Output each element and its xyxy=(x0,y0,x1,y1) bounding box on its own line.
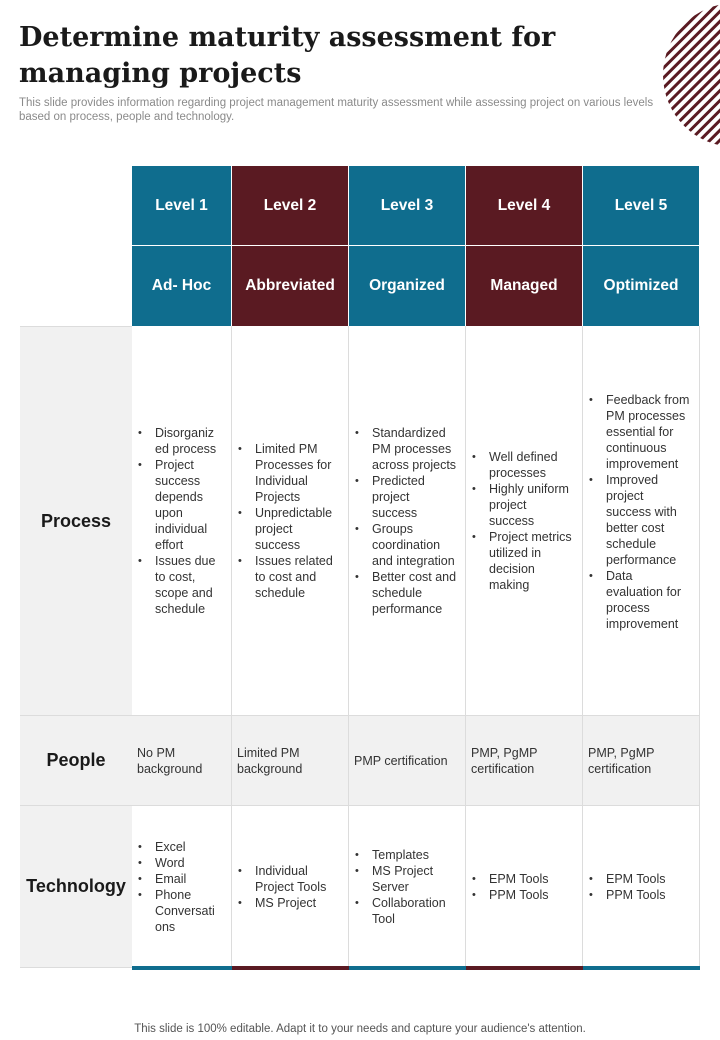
people-level-3-text: PMP certification xyxy=(354,753,448,768)
row-label-process: Process xyxy=(20,326,132,716)
level-2-name: Abbreviated xyxy=(232,246,349,326)
list-item: • Disorganiz ed process xyxy=(155,425,223,457)
people-level-2-text: Limited PM background xyxy=(237,745,303,776)
table-corner-blank xyxy=(20,166,132,246)
list-item: • PPM Tools xyxy=(489,887,549,903)
row-label-people: People xyxy=(20,716,132,806)
list-item: • Well defined processes xyxy=(489,449,574,481)
list-item: • Phone Conversati ons xyxy=(155,887,223,935)
list-item: • Templates xyxy=(372,847,457,863)
page-title: Determine maturity assessment for managing projects xyxy=(19,22,556,89)
people-level-3-cell xyxy=(349,716,466,806)
level-1-header: Level 1 xyxy=(132,166,232,246)
list-item: • Word xyxy=(155,855,223,871)
maturity-table xyxy=(20,166,700,970)
technology-level-2-cell xyxy=(232,806,349,968)
people-level-5-text: PMP, PgMP certification xyxy=(588,745,655,776)
bullet-list xyxy=(349,847,465,927)
list-item: • Project metrics utilized in decision making xyxy=(489,529,574,593)
list-item: • Issues related to cost and schedule xyxy=(255,553,340,601)
level-3-header: Level 3 xyxy=(349,166,466,246)
level-3-bottom-bar xyxy=(349,966,466,970)
bullet-list xyxy=(583,871,674,903)
level-3-name: Organized xyxy=(349,246,466,326)
level-5-bottom-bar xyxy=(583,966,700,970)
page-subtitle: This slide provides information regarding project management maturity assessment while assessing project on various levels based on process, people and technology. xyxy=(19,97,654,123)
process-level-5-cell xyxy=(583,326,700,716)
technology-level-5-cell xyxy=(583,806,700,968)
people-level-1-cell xyxy=(132,716,232,806)
list-item: • MS Project Server xyxy=(372,863,457,895)
people-level-4-text: PMP, PgMP certification xyxy=(471,745,538,776)
list-item: • Data evaluation for process improvement xyxy=(606,568,691,632)
people-level-2-cell xyxy=(232,716,349,806)
list-item: • MS Project xyxy=(255,895,340,911)
list-item: • Better cost and schedule performance xyxy=(372,569,457,617)
list-item: • Highly uniform project success xyxy=(489,481,574,529)
list-item: • Predicted project success xyxy=(372,473,457,521)
level-4-name: Managed xyxy=(466,246,583,326)
process-level-3-cell xyxy=(349,326,466,716)
people-level-4-cell xyxy=(466,716,583,806)
list-item: • EPM Tools xyxy=(606,871,666,887)
process-level-4-cell xyxy=(466,326,583,716)
bullet-list xyxy=(132,425,231,617)
bullet-list xyxy=(583,392,699,632)
bullet-list xyxy=(349,425,465,617)
process-level-2-cell xyxy=(232,326,349,716)
bullet-list xyxy=(232,863,348,911)
table-corner-blank xyxy=(20,246,132,326)
row-label-technology: Technology xyxy=(20,806,132,968)
list-item: • PPM Tools xyxy=(606,887,666,903)
bullet-list xyxy=(232,441,348,601)
level-2-bottom-bar xyxy=(232,966,349,970)
list-item: • Collaboration Tool xyxy=(372,895,457,927)
technology-level-1-cell xyxy=(132,806,232,968)
list-item: • Standardized PM processes across projects xyxy=(372,425,457,473)
list-item: • Excel xyxy=(155,839,223,855)
technology-level-3-cell xyxy=(349,806,466,968)
bullet-list xyxy=(466,449,582,593)
list-item: • Issues due to cost, scope and schedule xyxy=(155,553,223,617)
level-1-bottom-bar xyxy=(132,966,232,970)
footer-note: This slide is 100% editable. Adapt it to your needs and capture your audience's attention. xyxy=(134,1023,586,1035)
list-item: • Limited PM Processes for Individual Projects xyxy=(255,441,340,505)
people-level-1-text: No PM background xyxy=(137,745,203,776)
list-item: • Individual Project Tools xyxy=(255,863,340,895)
technology-level-4-cell xyxy=(466,806,583,968)
level-5-header: Level 5 xyxy=(583,166,700,246)
level-1-name: Ad- Hoc xyxy=(132,246,232,326)
level-5-name: Optimized xyxy=(583,246,700,326)
list-item: • Feedback from PM processes essential for continuous improvement xyxy=(606,392,691,472)
list-item: • Groups coordination and integration xyxy=(372,521,457,569)
level-4-header: Level 4 xyxy=(466,166,583,246)
level-4-bottom-bar xyxy=(466,966,583,970)
bullet-list xyxy=(132,839,231,935)
list-item: • Email xyxy=(155,871,223,887)
list-item: • EPM Tools xyxy=(489,871,549,887)
list-item: • Improved project success with better cost schedule performance xyxy=(606,472,691,568)
list-item: • Unpredictable project success xyxy=(255,505,340,553)
striped-corner-decoration xyxy=(660,0,720,150)
level-2-header: Level 2 xyxy=(232,166,349,246)
process-level-1-cell xyxy=(132,326,232,716)
bullet-list xyxy=(466,871,557,903)
people-level-5-cell xyxy=(583,716,700,806)
list-item: • Project success depends upon individual effort xyxy=(155,457,223,553)
